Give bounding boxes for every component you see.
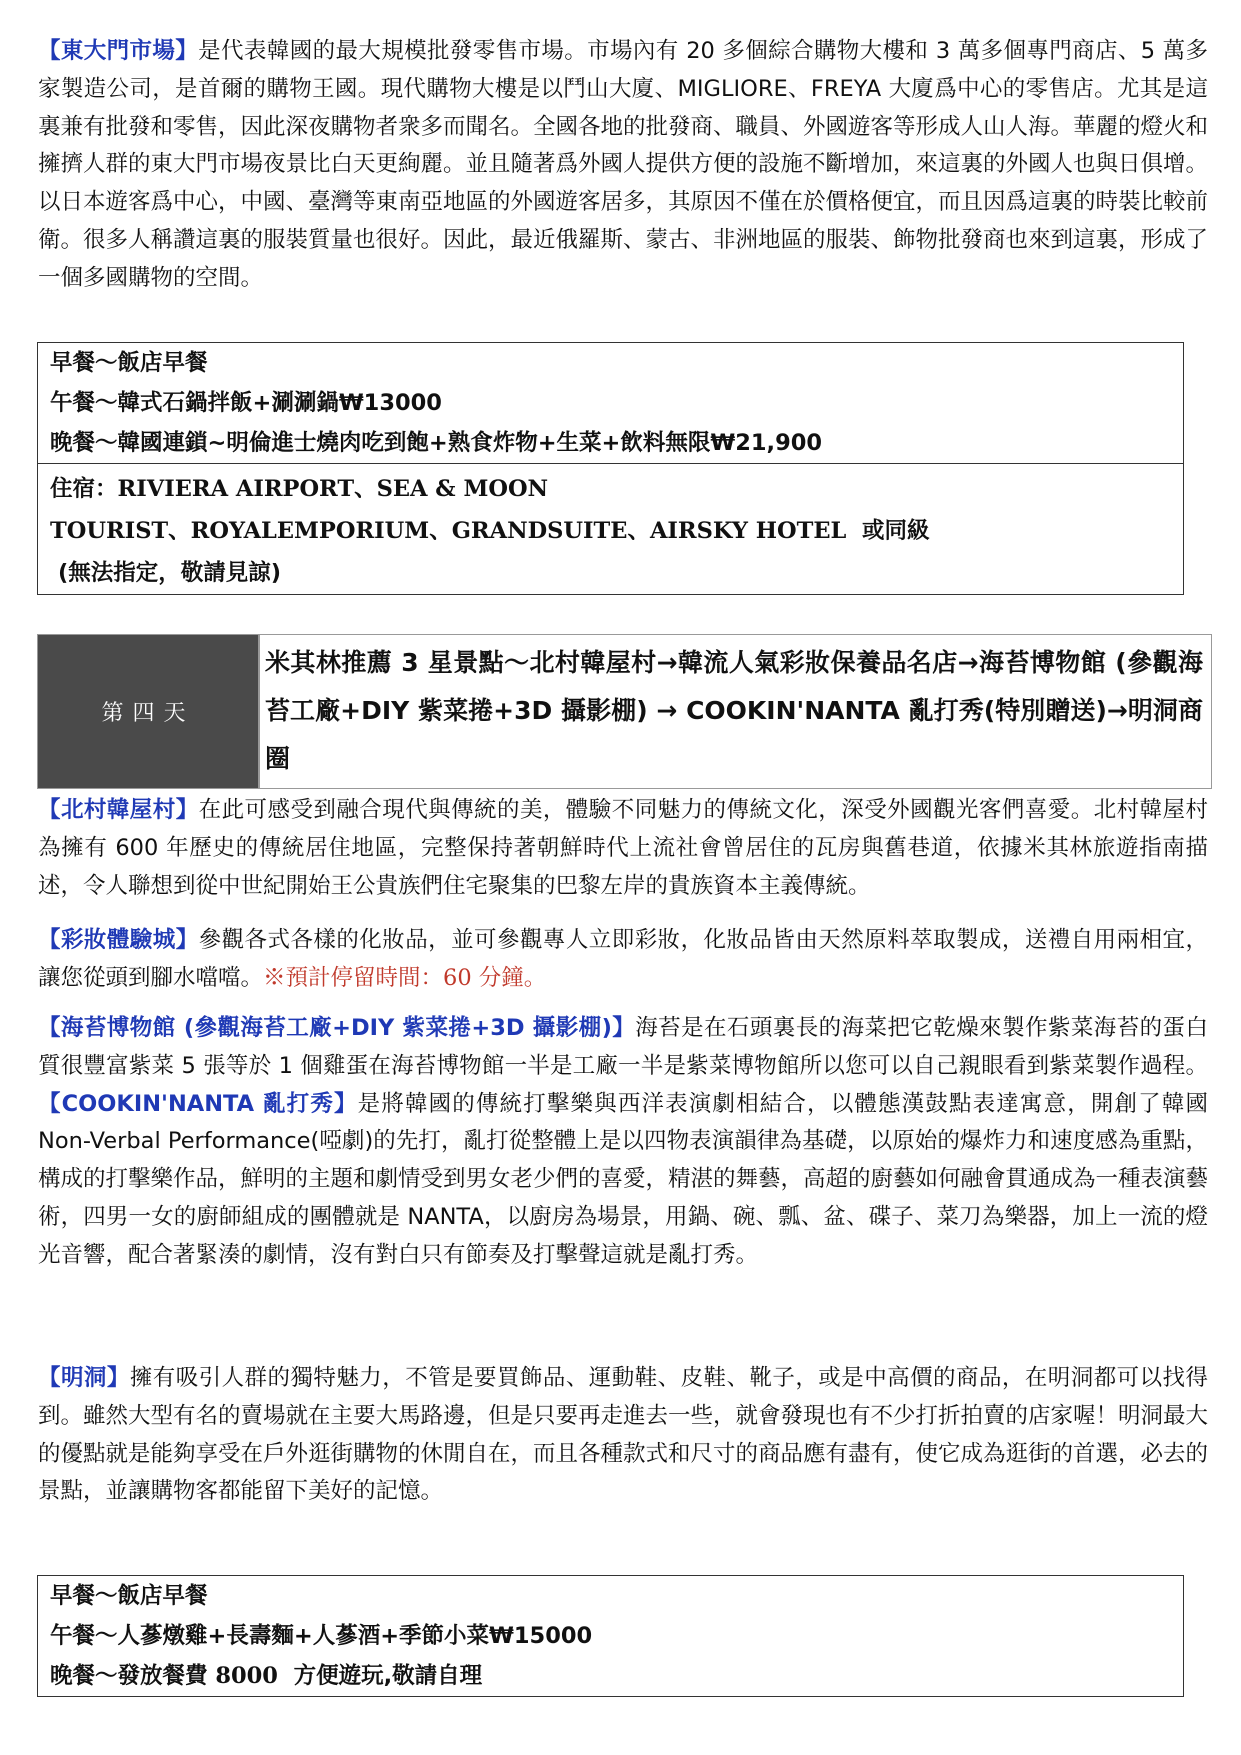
dongdaemun-text: 是代表韓國的最大規模批發零售市場。市場內有 20 多個綜合購物大樓和 3 萬多個專門商店、5 萬多家製造公司，是首爾的購物王國。現代購物大樓是以鬥山大廈、MIGLIORE、FREYA 大廈爲中心的零售店。尤其是這裏兼有批發和零售，因此深夜購物者衆多而聞名。全國各地的批發商、職員、外國遊客等形成人山人海。華麗的燈火和擁擠人群的東大門市場夜景比白天更絢麗。並且隨著爲外國人提供方便的設施不斷增加，來這裏的外國人也與日俱增。以日本遊客爲中心，中國、臺灣等東南亞地區的外國遊客居多，其原因不僅在於價格便宜，而且因爲這裏的時裝比較前衛。很多人稱讚這裏的服裝質量也很好。因此，最近俄羅斯、蒙古、非洲地區的服裝、飾物批發商也來到這裏，形成了一個多國購物的空間。 <box>38 38 1209 291</box>
day4-breakfast: 早餐～飯店早餐 <box>50 1583 208 1609</box>
bukchon-text: 在此可感受到融合現代與傳統的美，體驗不同魅力的傳統文化，深受外國觀光客們喜愛。北村韓屋村為擁有 600 年歷史的傳統居住地區，完整保持著朝鮮時代上流社會曾居住的瓦房與舊巷道，依據米其林旅遊指南描述，令人聯想到從中世紀開始王公貴族們住宅聚集的巴黎左岸的貴族資本主義傳統。 <box>38 797 1208 899</box>
day4-dinner-amount: 8000 <box>215 1663 278 1689</box>
myeongdong-paragraph <box>38 1360 1208 1511</box>
day3-dinner: 晚餐～韓國連鎖~明倫進士燒肉吃到飽+熟食炸物+生菜+飲料無限₩21,900 <box>50 430 823 456</box>
cosmetics-tag: 【彩妝體驗城】 <box>38 927 199 953</box>
day3-lunch: 午餐～韓式石鍋拌飯+涮涮鍋₩13000 <box>50 390 442 416</box>
day4-dinner-prefix: 晚餐～發放餐費 <box>50 1663 216 1689</box>
bukchon-tag: 【北村韓屋村】 <box>38 797 199 823</box>
day4-lunch: 午餐～人蔘燉雞+長壽麵+人蔘酒+季節小菜₩15000 <box>50 1623 593 1649</box>
day3-meals-box <box>37 342 1184 595</box>
day4-meals-box <box>37 1575 1184 1697</box>
myeongdong-text: 擁有吸引人群的獨特魅力，不管是要買飾品、運動鞋、皮鞋、靴子，或是中高價的商品，在明洞都可以找得到。雖然大型有名的賣場就在主要大馬路邊，但是只要再走進去一些，就會發現也有不少打折拍賣的店家喔！明洞最大的優點就是能夠享受在戶外逛街購物的休閒自在，而且各種款式和尺寸的商品應有盡有，使它成為逛街的首選，必去的景點，並讓購物客都能留下美好的記憶。 <box>38 1365 1209 1505</box>
seaweed-text: 海苔是在石頭裏長的海菜把它乾燥來製作紫菜海苔的蛋白質很豐富紫菜 5 張等於 1 個雞蛋在海苔博物館一半是工廠一半是紫菜博物館所以您可以自己親眼看到紫菜製作過程。 <box>38 1015 1208 1079</box>
hotel-names-1: RIVIERA AIRPORT、SEA & MOON <box>117 476 549 502</box>
myeongdong-tag: 【明洞】 <box>38 1365 130 1391</box>
hotel-section <box>38 463 1183 594</box>
day3-breakfast: 早餐～飯店早餐 <box>50 350 208 376</box>
day4-title: 米其林推薦 3 星景點～北村韓屋村→韓流人氣彩妝保養品名店→海苔博物館 (參觀海苔工廠+DIY 紫菜捲+3D 攝影棚) → COOKIN'NANTA 亂打秀(特別贈送)→明洞商圈 <box>265 648 1203 773</box>
day4-dinner <box>38 1656 1183 1696</box>
cosmetics-text: 參觀各式各樣的化妝品，並可參觀專人立即彩妝，化妝品皆由天然原料萃取製成，送禮自用兩相宜，讓您從頭到腳水噹噹。 <box>38 927 1208 991</box>
seaweed-tag: 【海苔博物館 (參觀海苔工廠+DIY 紫菜捲+3D 攝影棚)】 <box>38 1015 636 1041</box>
hotel-line-1 <box>38 468 1183 510</box>
dongdaemun-paragraph <box>38 33 1208 298</box>
bukchon-paragraph <box>38 792 1208 905</box>
cosmetics-paragraph <box>38 922 1208 998</box>
dongdaemun-tag: 【東大門市場】 <box>38 38 199 64</box>
seaweed-paragraph <box>38 1010 1208 1275</box>
nanta-tag: 【COOKIN'NANTA 亂打秀】 <box>38 1090 358 1117</box>
day4-header <box>37 634 1212 789</box>
cosmetics-warning: ※預計停留時間：60 分鐘。 <box>263 964 547 991</box>
hotel-label: 住宿： <box>50 476 118 502</box>
day4-dinner-suffix: 方便遊玩,敬請自理 <box>277 1663 483 1689</box>
hotel-names-2: TOURIST、ROYALEMPORIUM、GRANDSUITE、AIRSKY HOTEL <box>50 518 847 544</box>
hotel-note: (無法指定，敬請見諒) <box>58 560 282 586</box>
day4-label: 第四天 <box>38 635 260 788</box>
nanta-text: 是將韓國的傳統打擊樂與西洋表演劇相結合，以體態漢鼓點表達寓意，開創了韓國 Non-Verbal Performance(啞劇)的先打，亂打從整體上是以四物表演韻律為基礎，以原始的爆炸力和速度感為重點，構成的打擊樂作品，鮮明的主題和劇情受到男女老少們的喜愛，精湛的舞藝，高超的廚藝如何融會貫通成為一種表演藝術，四男一女的廚師組成的團體就是 NANTA，以廚房為場景，用鍋、碗、瓢、盆、碟子、菜刀為樂器，加上一流的燈光音響，配合著緊湊的劇情，沒有對白只有節奏及打擊聲這就是亂打秀。 <box>38 1090 1209 1268</box>
hotel-equivalent: 或同級 <box>846 518 930 544</box>
hotel-line-2 <box>38 510 1183 552</box>
